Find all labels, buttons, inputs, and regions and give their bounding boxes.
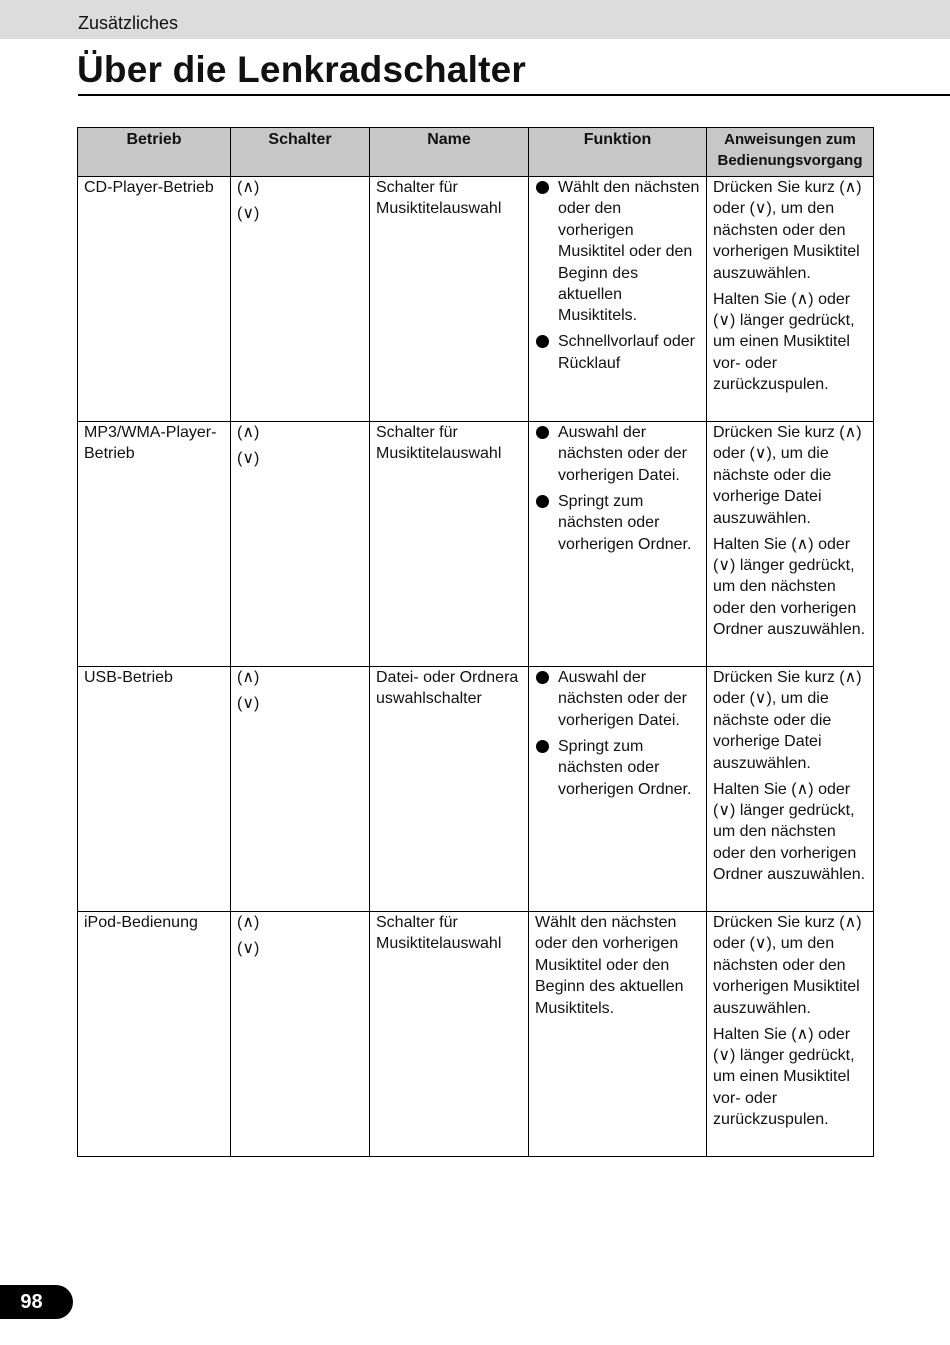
bullet-icon (536, 426, 549, 439)
instruction-text: Drücken Sie kurz (∧) oder (∨), um den nächsten oder den vorherigen Musiktitel auszuwählen. (713, 914, 862, 1017)
cell-betrieb: iPod-Bedienung (78, 912, 231, 1157)
column-header-schalter: Schalter (231, 128, 370, 177)
cell-betrieb: MP3/WMA-Player-Betrieb (78, 422, 231, 667)
bullet-icon (536, 740, 549, 753)
instruction-text: Halten Sie (∧) oder (∨) länger gedrückt, um den nächsten oder den vorherigen Ordner auszuwählen. (713, 780, 866, 884)
cell-schalter (231, 667, 370, 912)
switch-down-symbol: (∨) (237, 940, 260, 957)
bullet-icon (536, 495, 549, 508)
column-header-name: Name (370, 128, 529, 177)
steering-switch-table (77, 127, 874, 1157)
bullet-text: Springt zum nächsten oder vorherigen Ordner. (558, 492, 692, 553)
cell-anweisungen (707, 667, 874, 912)
cell-funktion (529, 667, 707, 912)
cell-anweisungen (707, 422, 874, 667)
cell-anweisungen (707, 177, 874, 422)
table-header-row (78, 128, 874, 177)
instruction-text: Drücken Sie kurz (∧) oder (∨), um die nächste oder die vorherige Datei auszuwählen. (713, 424, 862, 527)
column-header-funktion: Funktion (529, 128, 707, 177)
cell-betrieb: CD-Player-Betrieb (78, 177, 231, 422)
column-header-betrieb: Betrieb (78, 128, 231, 177)
cell-name: Schalter für Musiktitelauswahl (370, 422, 529, 667)
list-item (535, 331, 701, 374)
switch-down-symbol: (∨) (237, 695, 260, 712)
instruction-text: Drücken Sie kurz (∧) oder (∨), um die nächste oder die vorherige Datei auszuwählen. (713, 669, 862, 772)
cell-funktion (529, 177, 707, 422)
instruction-text: Halten Sie (∧) oder (∨) länger gedrückt, um einen Musiktitel vor- oder zurückzuspulen. (713, 1025, 855, 1129)
cell-name: Schalter für Musiktitelauswahl (370, 177, 529, 422)
header-bar (0, 0, 950, 39)
bullet-icon (536, 671, 549, 684)
instruction-text: Halten Sie (∧) oder (∨) länger gedrückt, um einen Musiktitel vor- oder zurückzuspulen. (713, 290, 855, 394)
bullet-icon (536, 181, 549, 194)
cell-betrieb: USB-Betrieb (78, 667, 231, 912)
bullet-text: Auswahl der nächsten oder der vorherigen Datei. (558, 424, 687, 484)
table-row (78, 422, 874, 667)
bullet-text: Auswahl der nächsten oder der vorherigen Datei. (558, 669, 687, 729)
switch-down-symbol: (∨) (237, 205, 260, 222)
cell-funktion (529, 422, 707, 667)
list-item (535, 177, 701, 327)
switch-down-symbol: (∨) (237, 450, 260, 467)
list-item (535, 667, 701, 731)
instruction-text: Drücken Sie kurz (∧) oder (∨), um den nächsten oder den vorherigen Musiktitel auszuwählen. (713, 179, 862, 282)
page-title: Über die Lenkradschalter (77, 49, 526, 90)
cell-name: Schalter für Musiktitelauswahl (370, 912, 529, 1157)
bullet-text: Springt zum nächsten oder vorherigen Ordner. (558, 737, 692, 798)
instruction-text: Halten Sie (∧) oder (∨) länger gedrückt, um den nächsten oder den vorherigen Ordner auszuwählen. (713, 535, 866, 639)
switch-up-symbol: (∧) (237, 669, 260, 686)
bullet-text: Schnellvorlauf oder Rücklauf (558, 333, 695, 372)
cell-anweisungen (707, 912, 874, 1157)
table-row (78, 667, 874, 912)
cell-schalter (231, 912, 370, 1157)
switch-up-symbol: (∧) (237, 179, 260, 196)
table-row (78, 912, 874, 1157)
section-label: Zusätzliches (78, 13, 179, 33)
page-number: 98 (0, 1285, 73, 1319)
cell-schalter (231, 177, 370, 422)
bullet-text: Wählt den nächsten oder den vorherigen Musiktitel oder den Beginn des aktuellen Musiktitels. (558, 179, 700, 325)
cell-funktion: Wählt den nächsten oder den vorherigen Musiktitel oder den Beginn des aktuellen Musiktitels. (529, 912, 707, 1157)
cell-schalter (231, 422, 370, 667)
title-underline (78, 94, 950, 96)
list-item (535, 736, 701, 800)
list-item (535, 422, 701, 486)
switch-up-symbol: (∧) (237, 914, 260, 931)
list-item (535, 491, 701, 555)
table-row (78, 177, 874, 422)
cell-name: Datei- oder Ordnerauswahlschalter (370, 667, 529, 912)
column-header-anweisungen: Anweisungen zum Bedienungsvorgang (707, 128, 874, 177)
switch-up-symbol: (∧) (237, 424, 260, 441)
bullet-icon (536, 335, 549, 348)
